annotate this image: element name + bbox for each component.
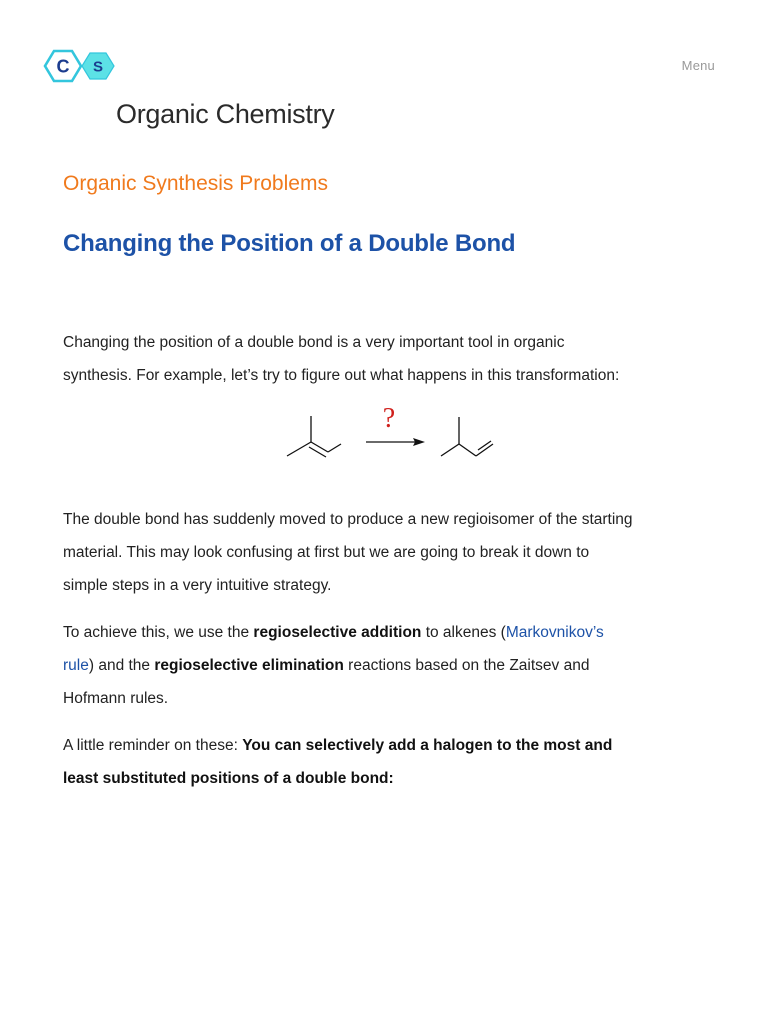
reaction-scheme xyxy=(283,404,503,496)
regioselective-elimination-bold: regioselective elimination xyxy=(154,657,344,674)
markovnikov-rule-link[interactable]: Markovnikov’s rule xyxy=(63,624,604,674)
menu-button[interactable]: Menu xyxy=(681,58,715,73)
site-title[interactable]: Organic Chemistry xyxy=(116,99,335,129)
regioselective-addition-bold: regioselective addition xyxy=(253,624,422,641)
paragraph-3 xyxy=(63,616,633,715)
site-logo[interactable] xyxy=(42,46,126,86)
product-structure xyxy=(441,417,493,456)
category-link[interactable]: Organic Synthesis Problems xyxy=(63,172,328,195)
paragraph-2: The double bond has suddenly moved to produce a new regioisomer of the starting material. This may look confusing at first but we are going to break it down to simple steps in a very intuitive strategy. xyxy=(63,511,633,594)
question-mark: ? xyxy=(382,404,396,434)
article-title: Changing the Position of a Double Bond xyxy=(63,230,516,257)
reaction-figure xyxy=(63,404,633,496)
paragraph-3-text-1: To achieve this, we use the xyxy=(63,624,254,641)
paragraph-4-text-1: A little reminder on these: xyxy=(63,737,243,754)
reaction-arrow xyxy=(366,438,425,446)
halogen-addition-bold: You can selectively add a halogen to the most and least substituted positions of a double bond: xyxy=(63,737,613,787)
article-content xyxy=(63,326,633,795)
paragraph-3-text-2: to alkenes ( xyxy=(421,624,506,641)
intro-paragraph: Changing the position of a double bond is a very important tool in organic synthesis. For example, let’s try to figure out what happens in this transformation: xyxy=(63,334,620,384)
paragraph-4 xyxy=(63,729,633,795)
logo-letter-s: S xyxy=(92,58,104,76)
header xyxy=(0,0,768,100)
paragraph-3-text-3: ) and the xyxy=(88,657,155,674)
starting-material-structure xyxy=(287,416,341,496)
logo-letter-c: C xyxy=(56,56,70,77)
paragraph-3-text-4: reactions based on the Zaitsev and Hofmann rules. xyxy=(63,657,590,707)
